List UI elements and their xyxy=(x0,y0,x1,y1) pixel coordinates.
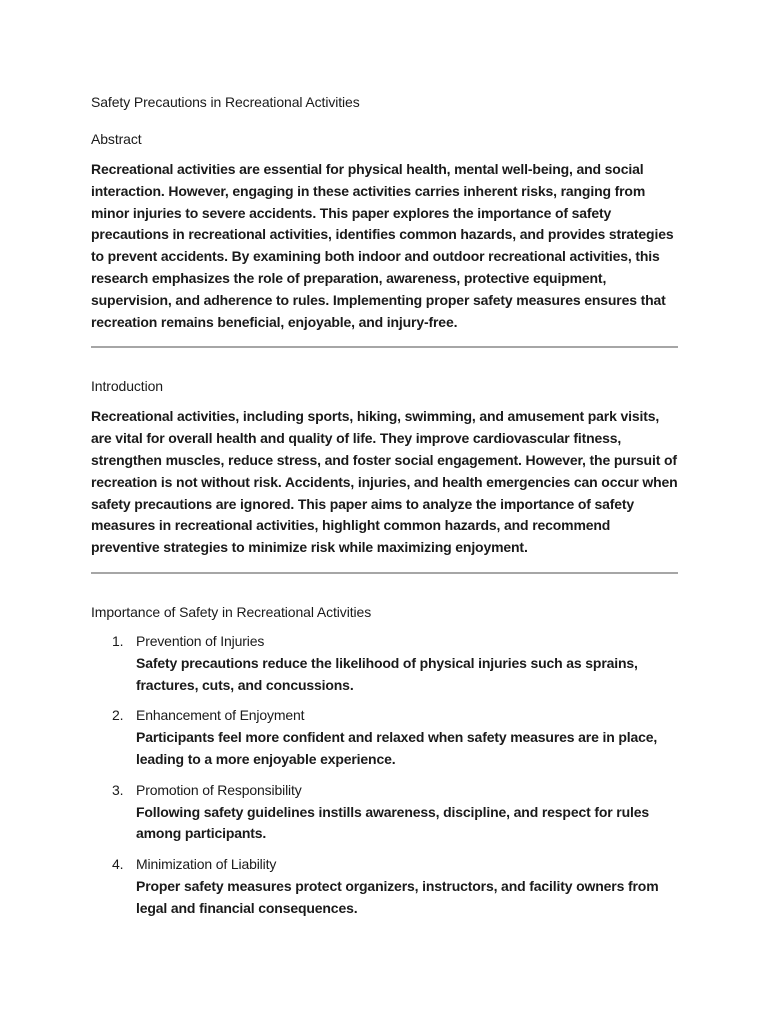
importance-section xyxy=(91,602,678,920)
list-item-text: Safety precautions reduce the likelihood of physical injuries such as sprains, fractures, cuts, and concussions. xyxy=(136,654,638,693)
importance-list xyxy=(91,631,678,920)
list-item-title: Prevention of Injuries xyxy=(136,632,265,649)
list-item-title: Enhancement of Enjoyment xyxy=(136,707,305,724)
introduction-heading: Introduction xyxy=(91,378,163,395)
list-item-text: Proper safety measures protect organizers, instructors, and facility owners from legal and financial consequences. xyxy=(136,877,659,916)
abstract-heading: Abstract xyxy=(91,131,142,147)
list-item-text: Participants feel more confident and relaxed when safety measures are in place, leading to a more enjoyable experience. xyxy=(136,729,658,767)
importance-heading: Importance of Safety in Recreational Activities xyxy=(91,603,372,620)
abstract-text: Recreational activities are essential for physical health, mental well-being, and social interaction. However, engaging in these activities carries inherent risks, ranging from minor injuries to severe accidents. This paper explores the importance of safety precautions in recreational activities, identifies common hazards, and provides strategies to prevent accidents. By examining both indoor and outdoor recreational activities, this research emphasizes the role of preparation, awareness, protective equipment, supervision, and adherence to rules. Implementing proper safety measures ensures that recreation remains beneficial, enjoyable, and injury-free. xyxy=(91,161,674,330)
list-item-number: 3. xyxy=(112,781,124,798)
list-item-number: 1. xyxy=(112,632,124,649)
list-item xyxy=(91,854,678,919)
list-item xyxy=(91,631,678,696)
abstract-section xyxy=(91,129,678,333)
section-divider xyxy=(91,572,678,574)
list-item xyxy=(91,780,678,845)
document-title: Safety Precautions in Recreational Activities xyxy=(91,94,360,110)
list-item-number: 2. xyxy=(112,707,124,724)
list-item-title: Promotion of Responsibility xyxy=(136,781,302,798)
list-item-text: Following safety guidelines instills awareness, discipline, and respect for rules among participants. xyxy=(136,803,650,842)
list-item-number: 4. xyxy=(112,856,124,873)
section-divider xyxy=(91,346,678,348)
list-item-title: Minimization of Liability xyxy=(136,856,277,873)
list-item xyxy=(91,705,678,770)
introduction-text: Recreational activities, including sports, hiking, swimming, and amusement park visits, are vital for overall health and quality of life. They improve cardiovascular fitness, strengthen muscles, reduce stress, and foster social engagement. However, the pursuit of recreation is not without risk. Accidents, injuries, and health emergencies can occur when safety precautions are ignored. This paper aims to analyze the importance of safety measures in recreational activities, highlight common hazards, and recommend preventive strategies to minimize risk while maximizing enjoyment. xyxy=(91,408,678,556)
introduction-section xyxy=(91,376,678,559)
